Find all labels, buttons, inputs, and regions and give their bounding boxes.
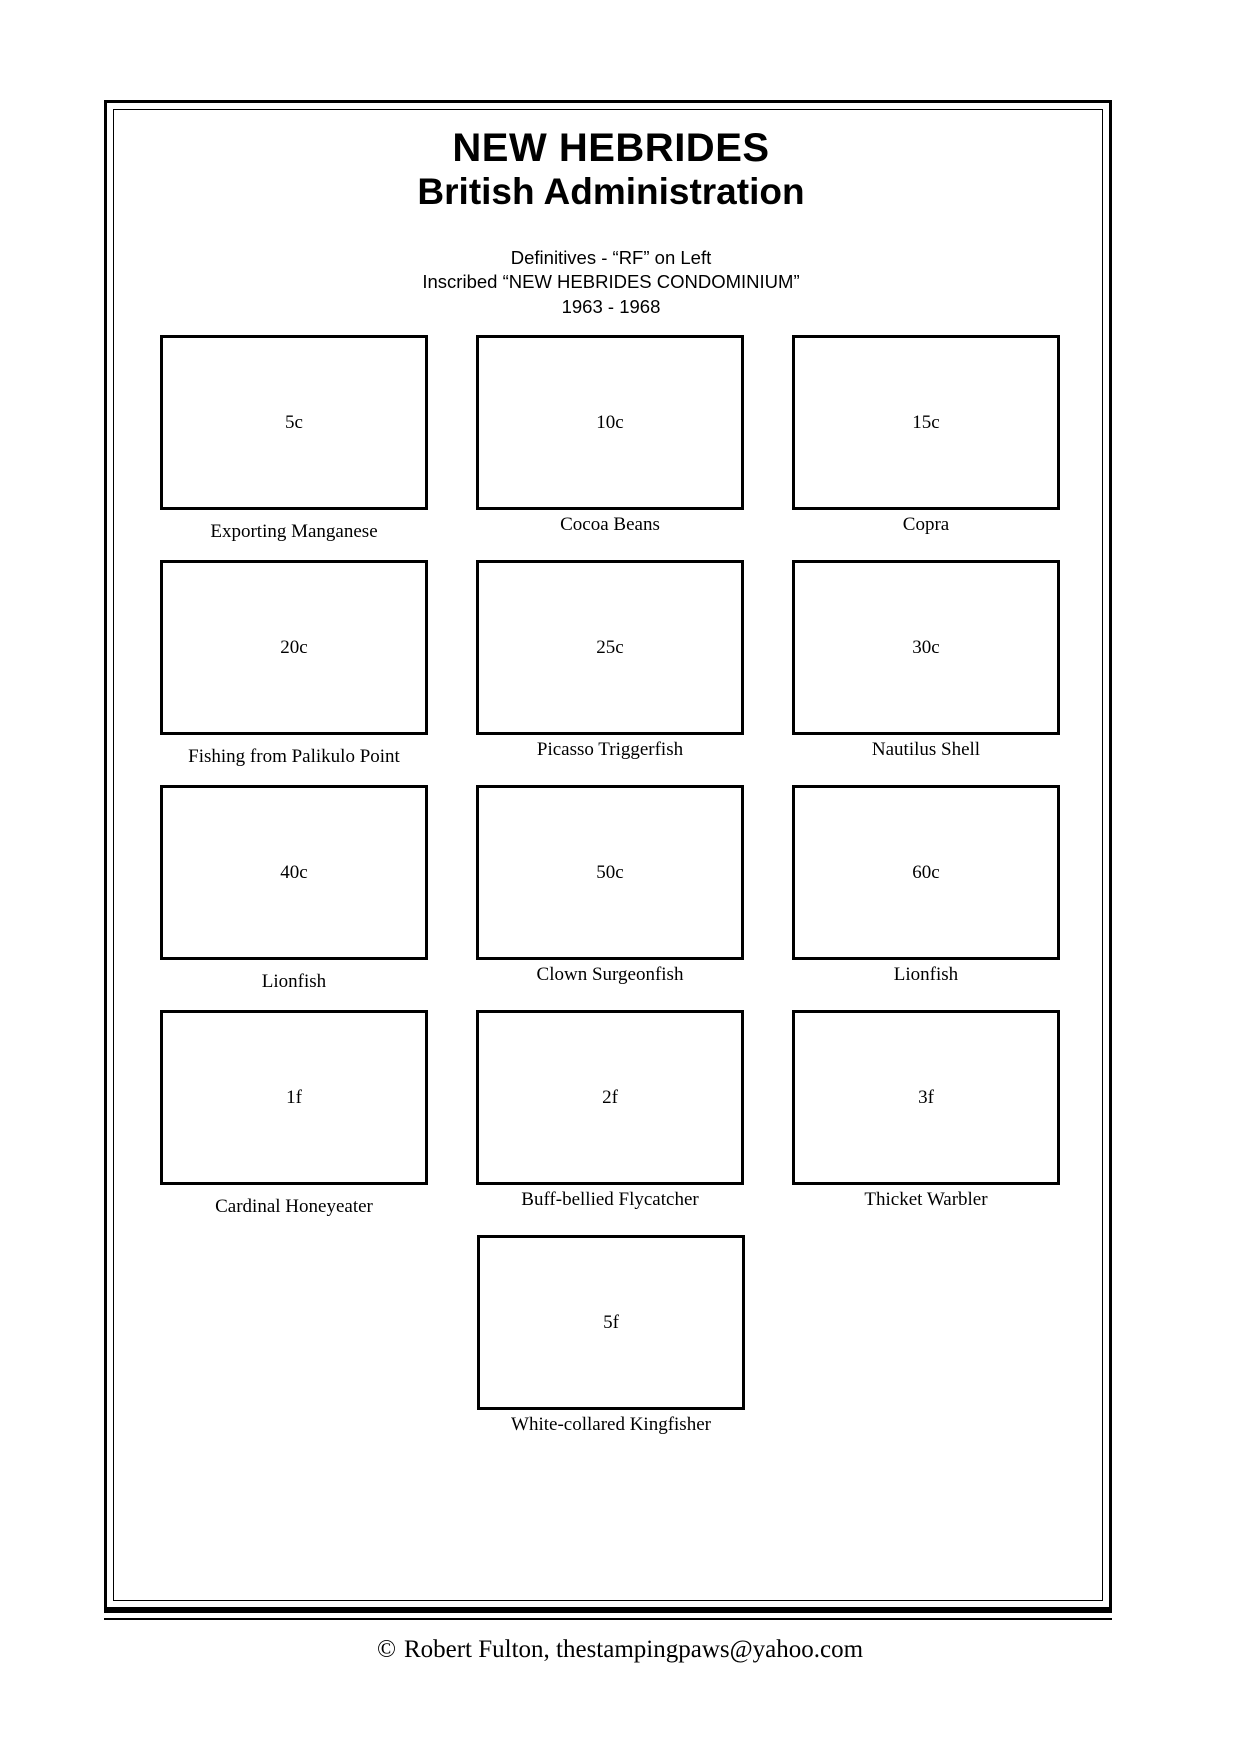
stamp-mount-box[interactable] (476, 560, 744, 735)
stamp-caption: Nautilus Shell (871, 739, 981, 761)
stamp-caption: Fishing from Palikulo Point (188, 746, 400, 768)
footer-credit (0, 1636, 1240, 1664)
stamp-denomination: 40c (280, 862, 308, 884)
stamp-mount-box[interactable] (160, 335, 428, 510)
stamp-denomination: 5f (603, 1312, 619, 1334)
page-subtitle-block (141, 246, 1081, 319)
stamp-mount-box[interactable] (792, 1010, 1060, 1185)
stamp-cell[interactable] (457, 785, 763, 1003)
stamp-row (141, 1010, 1081, 1235)
stamp-cell[interactable] (773, 1010, 1079, 1228)
stamp-cell[interactable] (457, 1010, 763, 1228)
stamp-denomination: 3f (918, 1087, 934, 1109)
footer-divider-top (104, 1610, 1112, 1613)
stamp-denomination: 15c (912, 412, 940, 434)
stamp-row (141, 1235, 1081, 1453)
stamp-denomination: 20c (280, 637, 308, 659)
stamp-caption: Copra (902, 514, 950, 536)
subtitle-definitives-note: Definitives - “RF” on Left (510, 246, 712, 268)
stamp-mount-box[interactable] (160, 785, 428, 960)
stamp-denomination: 25c (596, 637, 624, 659)
stamp-row (141, 335, 1081, 560)
stamp-mount-box[interactable] (476, 335, 744, 510)
stamp-denomination: 5c (285, 412, 303, 434)
stamp-caption: Picasso Triggerfish (536, 739, 684, 761)
stamp-caption: White-collared Kingfisher (511, 1414, 711, 1436)
stamp-mount-box[interactable] (792, 785, 1060, 960)
stamp-cell[interactable] (141, 785, 447, 1010)
stamp-mount-box[interactable] (160, 560, 428, 735)
stamp-caption: Exporting Manganese (210, 521, 378, 543)
stamp-mount-box[interactable] (476, 785, 744, 960)
stamp-denomination: 2f (602, 1087, 618, 1109)
stamp-cell[interactable] (457, 560, 763, 778)
album-page-content (107, 103, 1115, 1613)
stamp-denomination: 10c (596, 412, 624, 434)
stamp-caption: Thicket Warbler (864, 1189, 988, 1211)
stamp-caption: Lionfish (261, 971, 327, 993)
stamp-cell[interactable] (141, 560, 447, 785)
stamp-mount-box[interactable] (792, 335, 1060, 510)
stamp-caption: Buff-bellied Flycatcher (521, 1189, 699, 1211)
stamp-mount-grid (141, 335, 1081, 1453)
page-title-block (141, 125, 1081, 214)
stamp-caption: Lionfish (893, 964, 959, 986)
stamp-caption: Cocoa Beans (560, 514, 660, 536)
stamp-mount-box[interactable] (477, 1235, 745, 1410)
subtitle-date-range: 1963 - 1968 (561, 295, 661, 317)
stamp-cell[interactable] (458, 1235, 764, 1453)
stamp-mount-box[interactable] (476, 1010, 744, 1185)
stamp-mount-box[interactable] (792, 560, 1060, 735)
stamp-row (141, 785, 1081, 1010)
stamp-denomination: 60c (912, 862, 940, 884)
page-title-country: NEW HEBRIDES (452, 126, 770, 170)
stamp-cell[interactable] (773, 560, 1079, 778)
stamp-denomination: 50c (596, 862, 624, 884)
stamp-mount-box[interactable] (160, 1010, 428, 1185)
subtitle-inscription-note: Inscribed “NEW HEBRIDES CONDOMINIUM” (422, 271, 800, 293)
stamp-caption: Cardinal Honeyeater (215, 1196, 373, 1218)
album-page-border (104, 100, 1112, 1610)
stamp-cell[interactable] (773, 785, 1079, 1003)
footer-credit-text: Robert Fulton, thestampingpaws@yahoo.com (403, 1636, 864, 1663)
stamp-row (141, 560, 1081, 785)
stamp-cell[interactable] (141, 1010, 447, 1235)
footer-divider-bottom (104, 1618, 1112, 1620)
page-title-administration: British Administration (417, 171, 805, 213)
stamp-caption: Clown Surgeonfish (536, 964, 684, 986)
stamp-cell[interactable] (457, 335, 763, 553)
stamp-cell[interactable] (773, 335, 1079, 553)
stamp-cell[interactable] (141, 335, 447, 560)
stamp-denomination: 1f (286, 1087, 302, 1109)
stamp-denomination: 30c (912, 637, 940, 659)
copyright-icon: © (376, 1636, 396, 1663)
